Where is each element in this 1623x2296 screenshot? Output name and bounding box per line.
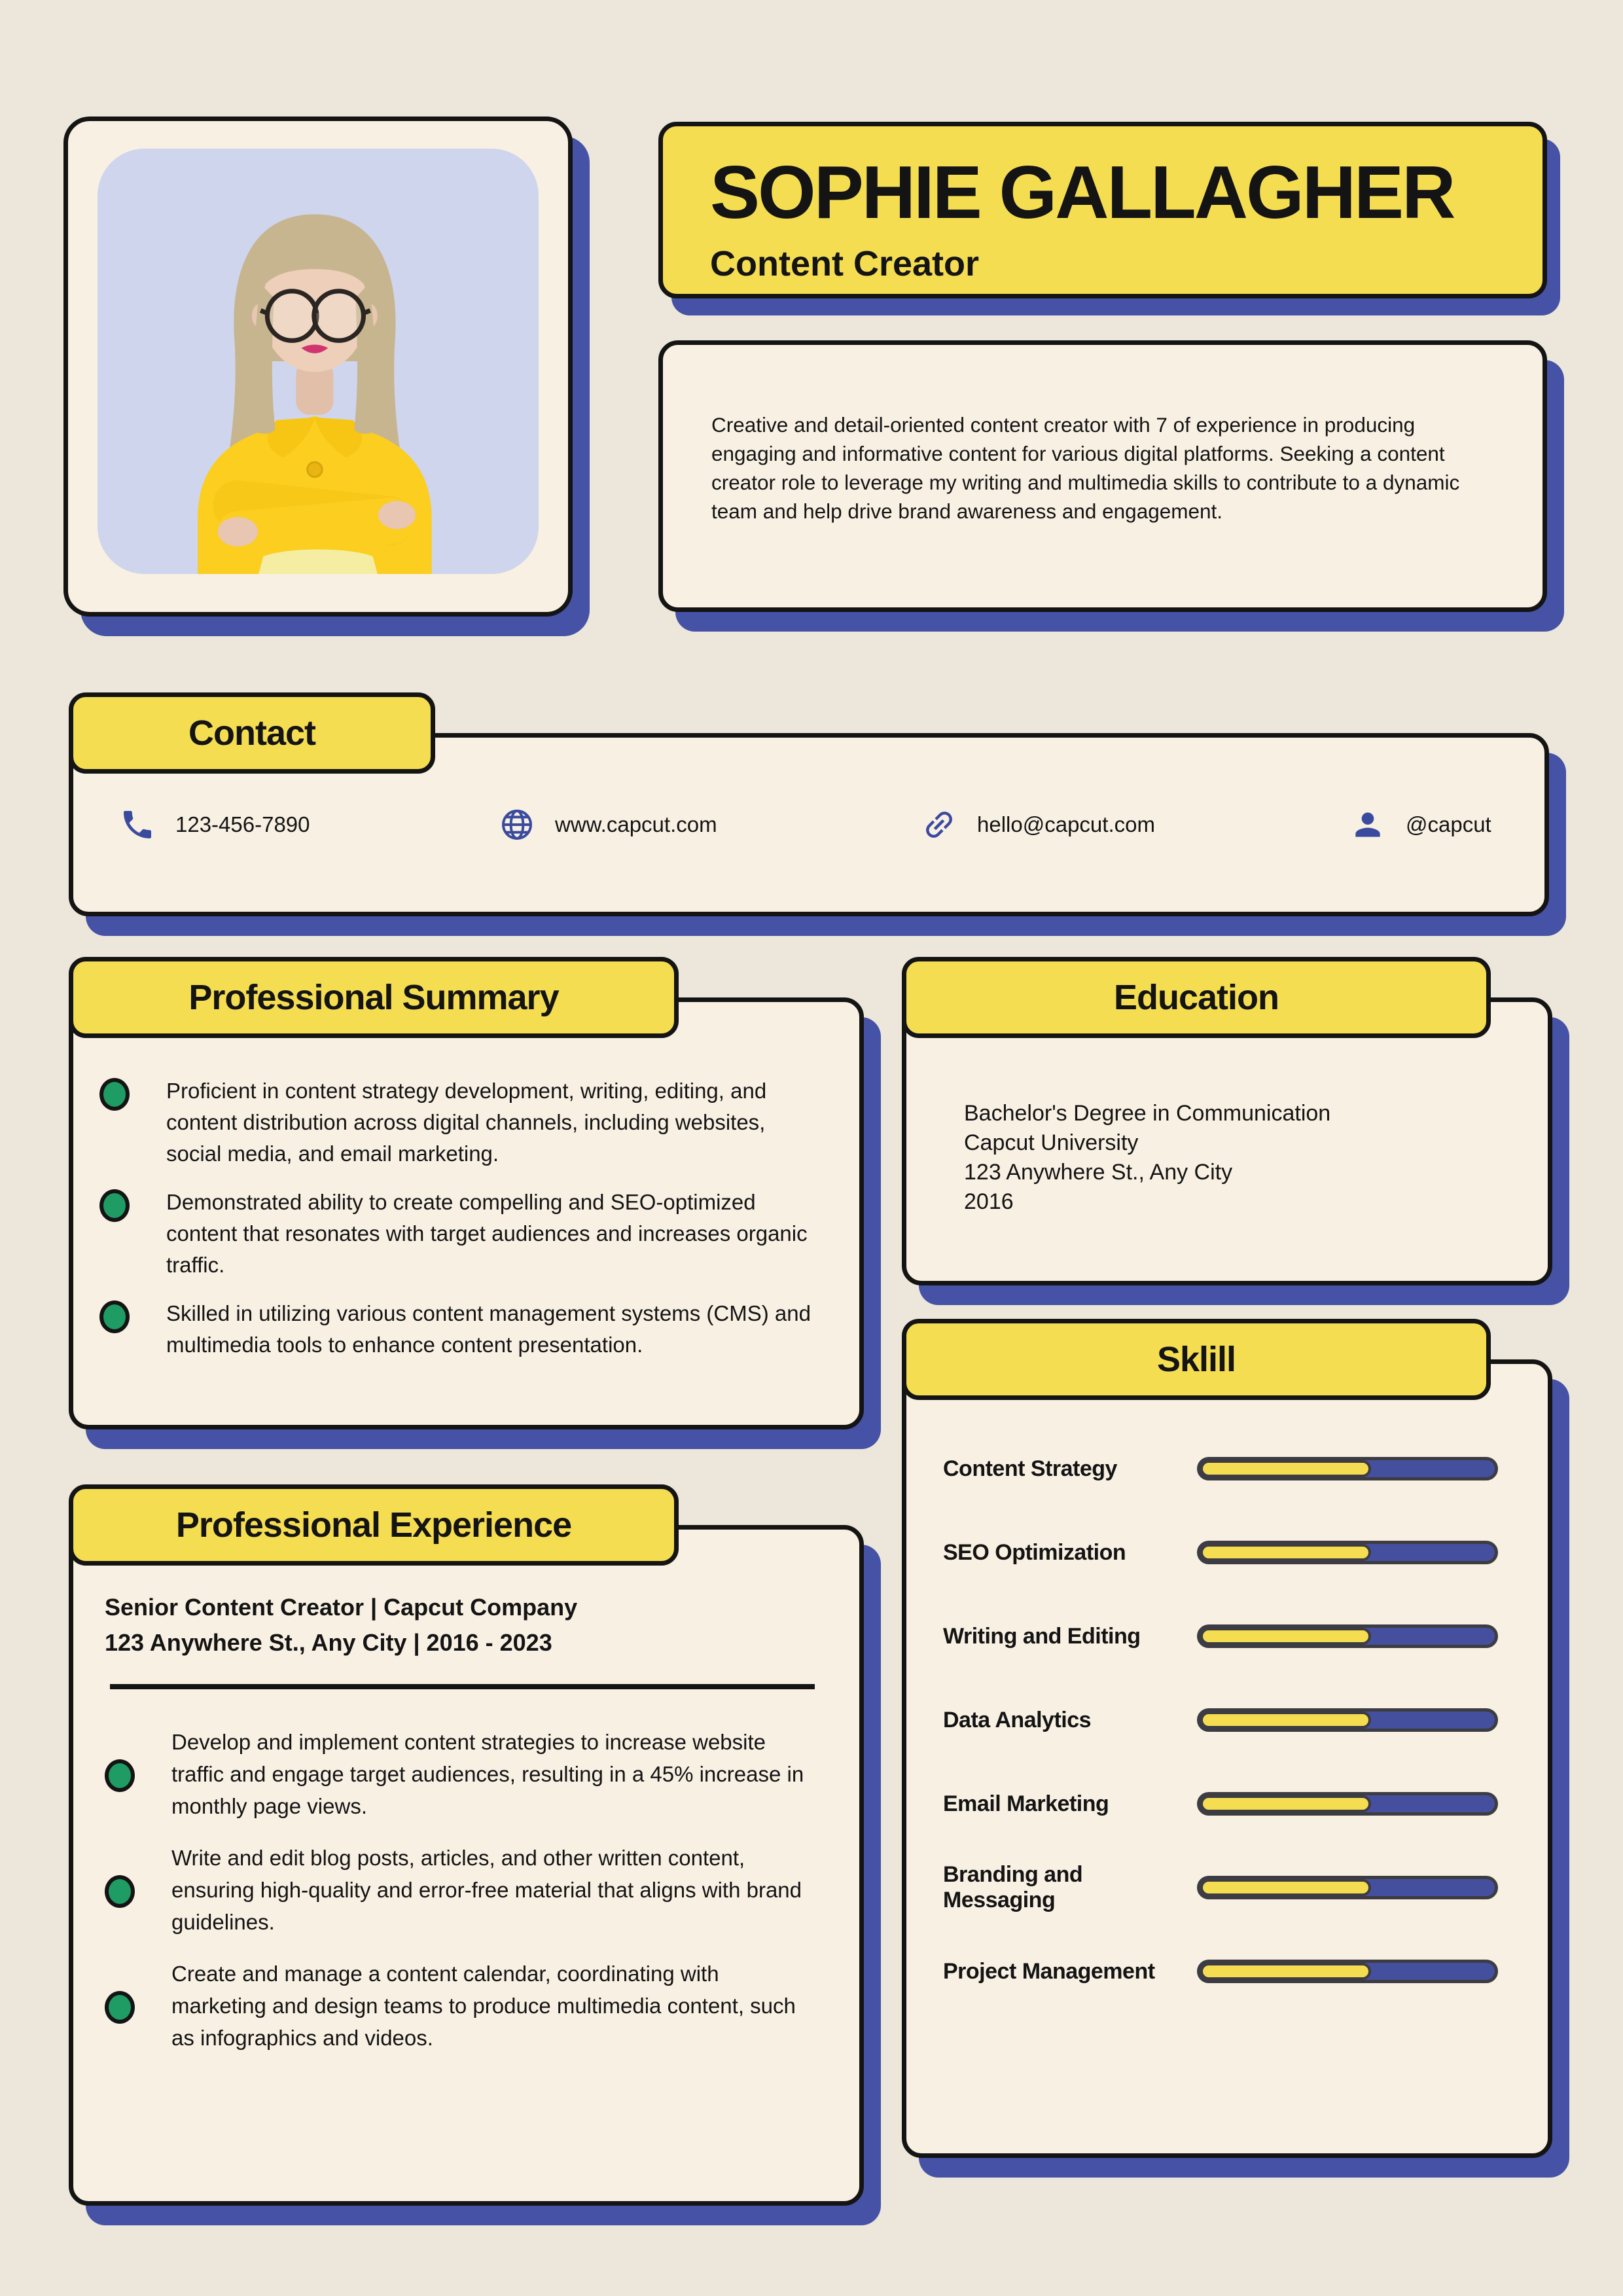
skill-label: Writing and Editing [943,1623,1141,1649]
intro-summary-card [658,340,1547,612]
summary-bullet-text: Demonstrated ability to create compelling and SEO-optimized content that resonates with target audiences and increases organic traffic. [166,1190,808,1277]
skill-progress-fill [1200,1628,1371,1645]
skill-label: SEO Optimization [943,1539,1126,1565]
summary-bullet-item [73,1187,859,1281]
contact-website-label: www.capcut.com [555,812,717,836]
contact-email-label: hello@capcut.com [977,812,1155,836]
contact-item-email [921,738,1155,912]
professional-summary-bullets [73,1075,859,1361]
experience-bullet-item [105,1842,820,1938]
experience-bullet-text: Develop and implement content strategies to increase website traffic and engage target audiences, resulting in a 45% increase in monthly page views. [171,1730,804,1818]
skills-heading-tab [902,1319,1491,1400]
professional-experience-card [69,1525,864,2206]
intro-summary-text: Creative and detail-oriented content creator with 7 of experience in producing engaging and informative content for various digital platforms. Seeking a content creator role to leverage my writing and multimedia skills to contribute to a dynamic team and help drive brand awareness and engagement. [711,413,1460,523]
bullet-dot-icon [105,1759,135,1792]
contact-item-social [1349,738,1491,912]
bullet-dot-icon [99,1078,130,1111]
portrait-illustration [98,149,539,574]
experience-meta-line: 123 Anywhere St., Any City | 2016 - 2023 [105,1629,552,1656]
bullet-dot-icon [105,1991,135,2024]
skill-progress-fill [1200,1544,1371,1561]
skill-progress-bar [1197,1708,1498,1732]
education-year: 2016 [964,1189,1014,1214]
skill-progress-bar [1197,1960,1498,1983]
skill-progress-bar [1197,1792,1498,1816]
header-banner [658,122,1547,298]
experience-bullets [105,1726,820,2054]
skill-row [906,1623,1548,1649]
skill-label: Project Management [943,1958,1155,1984]
skill-row [906,1456,1548,1482]
professional-summary-heading: Professional Summary [188,978,559,1017]
contact-phone-label: 123-456-7890 [175,812,310,836]
skill-row [906,1707,1548,1733]
skill-progress-bar [1197,1457,1498,1480]
education-heading-tab [902,957,1491,1038]
skill-row [906,1958,1548,1984]
professional-experience-heading: Professional Experience [175,1505,572,1545]
skill-progress-fill [1200,1795,1371,1812]
person-job-title: Content Creator [710,244,980,283]
skill-progress-fill [1200,1963,1371,1980]
skills-card [902,1359,1552,2158]
summary-bullet-item [73,1298,859,1361]
phone-icon [119,806,156,843]
skill-progress-bar [1197,1541,1498,1564]
experience-bullet-item [105,1958,820,2054]
portrait-photo [98,149,539,574]
photo-card [63,117,573,617]
link-icon [921,806,957,843]
experience-bullet-text: Write and edit blog posts, articles, and other written content, ensuring high-quality and error-free material that aligns with brand guidelines. [171,1846,802,1934]
skill-label: Email Marketing [943,1791,1109,1816]
skill-progress-bar [1197,1876,1498,1899]
contact-social-label: @capcut [1406,812,1491,836]
skill-progress-fill [1200,1712,1371,1729]
education-heading: Education [1113,978,1279,1017]
skills-heading: Sklill [1156,1340,1236,1379]
globe-icon [499,806,535,843]
professional-experience-heading-tab [69,1484,679,1566]
skill-label: Data Analytics [943,1707,1092,1732]
contact-section [69,692,1549,936]
skill-row [906,1862,1548,1912]
summary-bullet-text: Proficient in content strategy development, writing, editing, and content distribution across digital channels, including websites, social media, and email marketing. [166,1079,767,1166]
professional-summary-heading-tab [69,957,679,1038]
bullet-dot-icon [99,1300,130,1333]
skill-label: Content Strategy [943,1456,1117,1481]
skill-progress-bar [1197,1624,1498,1648]
bullet-dot-icon [99,1189,130,1222]
experience-role-line: Senior Content Creator | Capcut Company [105,1594,578,1621]
summary-bullet-item [73,1075,859,1170]
experience-bullet-text: Create and manage a content calendar, coordinating with marketing and design teams to produce multimedia content, such as infographics and videos. [171,1962,796,2050]
experience-divider [110,1684,815,1689]
bullet-dot-icon [105,1875,135,1908]
skill-label: Branding and Messaging [943,1862,1083,1912]
person-icon [1349,806,1386,843]
person-name: SOPHIE GALLAGHER [710,151,1454,234]
summary-bullet-text: Skilled in utilizing various content management systems (CMS) and multimedia tools to enhance content presentation. [166,1301,811,1357]
skill-row [906,1791,1548,1817]
education-card [902,997,1552,1285]
contact-heading-tab [69,692,435,774]
education-school: Capcut University [964,1130,1139,1155]
skill-progress-fill [1200,1879,1371,1896]
experience-bullet-item [105,1726,820,1822]
skill-progress-fill [1200,1460,1371,1477]
contact-item-website [499,738,717,912]
skill-row [906,1539,1548,1566]
education-degree: Bachelor's Degree in Communication [964,1101,1331,1126]
contact-heading: Contact [188,713,315,753]
education-address: 123 Anywhere St., Any City [964,1160,1233,1185]
professional-summary-card [69,997,864,1429]
